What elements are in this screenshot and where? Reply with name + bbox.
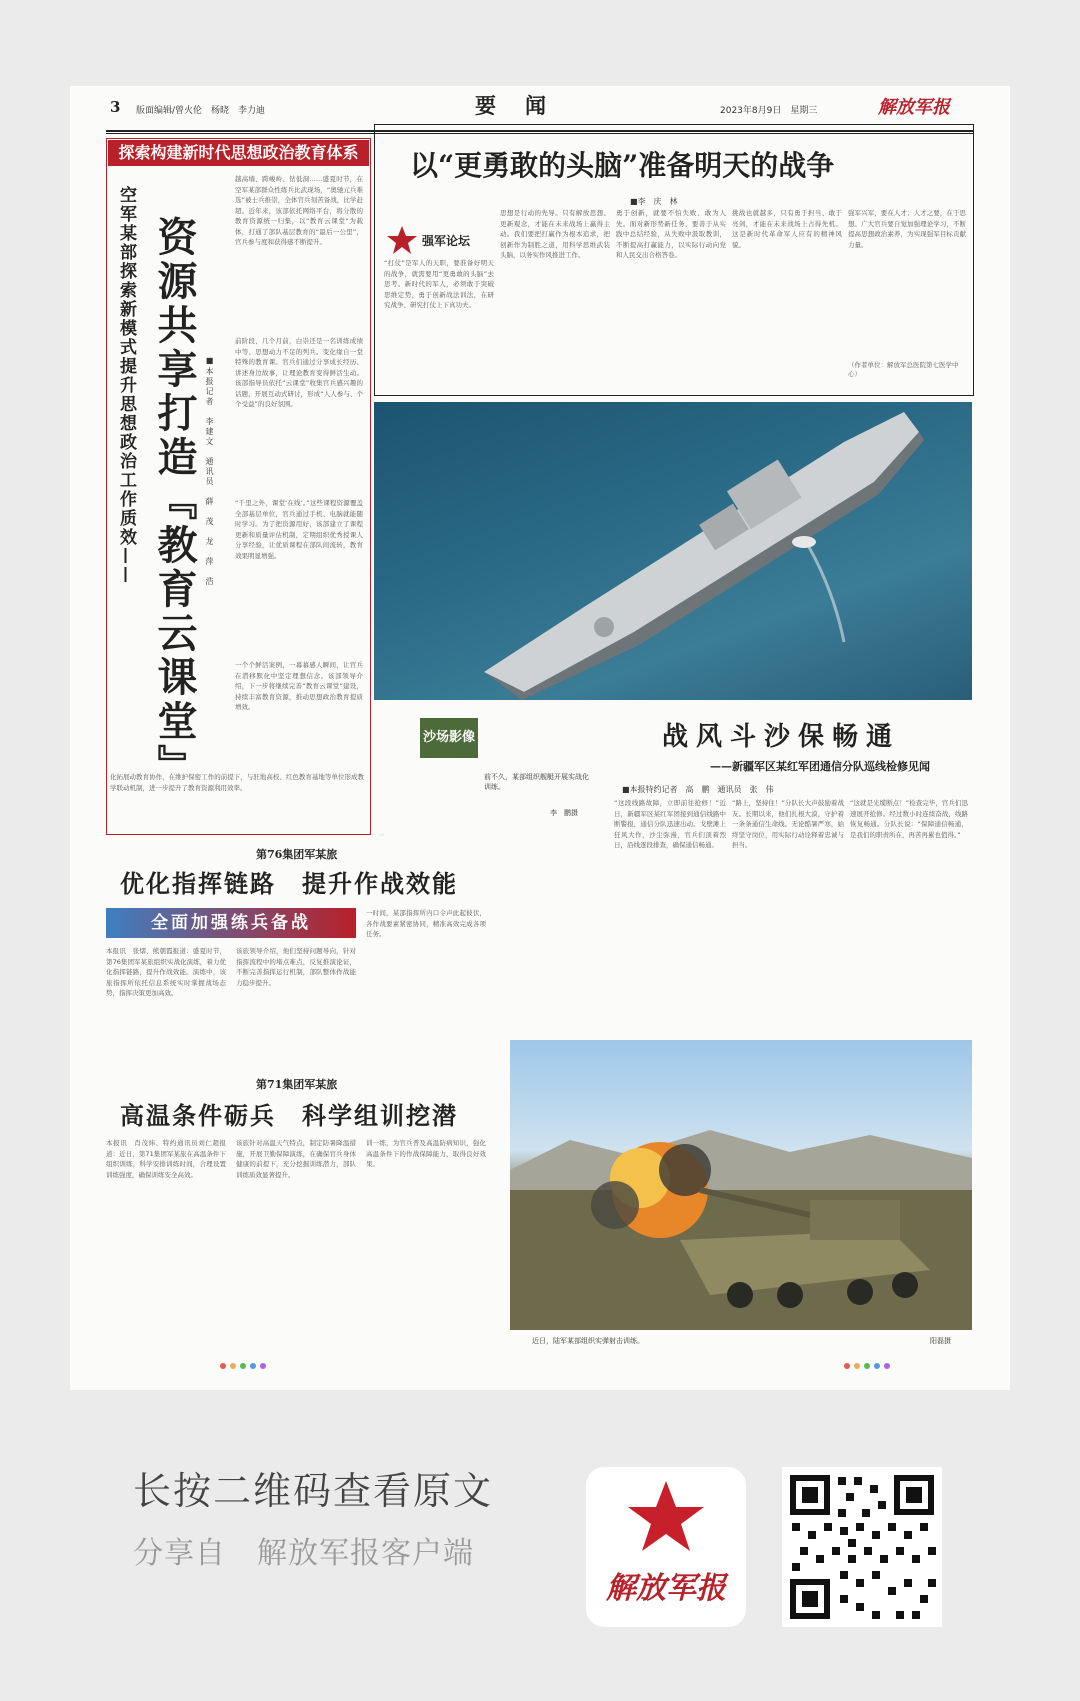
- story3-para-2: “路上，坚持住！”分队长大声鼓励着战友。长期以来，他们扎根大漠，守护着一条条通信生命线。无论酷暑严寒，始终坚守岗位，用实际行动诠释着忠诚与担当。: [732, 799, 844, 849]
- story3-title: 战风斗沙保畅通: [662, 722, 901, 752]
- photo1-credit: 李 鹏摄: [550, 809, 578, 817]
- newspaper-page[interactable]: [70, 86, 1010, 1390]
- photo2-caption: 近日，陆军某部组织实弹射击训练。: [532, 1337, 644, 1345]
- story1-para-2: 前阶段，几个月前，白崇还是一名训练成绩中等、思想动力不足的列兵。变化缘自一堂特殊的教育课。官兵们通过分享成长经历、讲述身边故事，让理论教育变得鲜活生动。该部指导员依托“云课堂”收集官兵感兴趣的话题，开展互动式研讨，形成“人人参与、个个受益”的良好氛围。: [235, 337, 363, 408]
- story4-para-3: 一时间，某部指挥所内口令声此起彼伏，各作战要素紧密协同，精准高效完成各项任务。: [366, 909, 486, 938]
- photo2-credit: 阳磊摄: [930, 1337, 951, 1345]
- footer-main-text: 长按二维码查看原文: [133, 1469, 494, 1513]
- story2-title: 以“更勇敢的头脑”准备明天的战争: [410, 149, 835, 182]
- story1-byline: ■本报记者 李建文 通讯员 薛 茂 龙 萍 浩: [205, 356, 214, 587]
- story3-para-1: “这段线路故障，立即前往抢修！”近日，新疆军区某红军团接到通信线路中断警报，通信分队迅速出动。戈壁滩上狂风大作，沙尘弥漫，官兵们顶着烈日，沿线逐段排查，确保通信畅通。: [614, 799, 726, 849]
- story1-subtitle: 空军某部探索新模式提升思想政治工作质效——: [116, 186, 136, 585]
- photo1-caption: 前不久，某部组织舰艇开展实战化训练。: [484, 773, 589, 791]
- story2-byline: ■李 庆 林: [630, 197, 678, 206]
- red-star-icon: [626, 1477, 706, 1557]
- story3-subtitle: ——新疆军区某红军团通信分队巡线检修见闻: [710, 760, 930, 773]
- story4-kicker: 第76集团军某旅: [256, 848, 338, 861]
- column-tag: 强军论坛: [422, 234, 471, 248]
- story2-para-1: “打仗”是军人的天职，要准备好明天的战争，就需要用“更勇敢的头脑”去思考。新时代的军人，必须敢于突破思维定势，勇于创新战法训法，在研究战争、研究打仗上下真功夫。: [384, 259, 494, 309]
- story5-title: 高温条件砺兵 科学组训挖潜: [120, 1101, 458, 1130]
- story2-author-note: （作者单位：解放军总医院第七医学中心）: [848, 361, 959, 378]
- story1-para-1: 越高墙、跨峻岭、钻低洞……盛夏时节，在空军某部群众性练兵比武现场，“奥驰元兵难选”被士兵推崇，全体官兵刻苦备战，比学赶超。近年来，该部依托网络平台，将分散的教育资源统一归集，以“教育云课堂”为载体，打通了部队基层教育的“最后一公里”，官兵参与度和获得感不断提升。: [235, 175, 363, 246]
- story2-para-4: 挑战也就越多，只有勇于担当、敢于亮剑，才能在未来战场上占得先机。这是新时代革命军人应有的精神风貌。: [732, 209, 842, 249]
- story5-para-1: 本报讯 肖茂炜、特约通讯员刘仁超报道：近日，第71集团军某旅在高温条件下组织训练，科学安排训练时间，合理设置训练强度，确保训练安全高效。: [106, 1139, 226, 1179]
- share-footer: [0, 1420, 1080, 1701]
- masthead-logo: 解放军报: [878, 97, 950, 118]
- story5-para-2: 该旅针对高温天气特点，制定防暑降温措施，开展卫勤保障演练，在确保官兵身体健康的前提下，充分挖掘训练潜力，部队训练质效显著提升。: [236, 1139, 356, 1179]
- story4-para-2: 该旅领导介绍，他们坚持问题导向，针对指挥流程中的堵点难点，反复推演论证，不断完善指挥运行机制，部队整体作战能力稳步提升。: [236, 947, 356, 987]
- training-banner: 全面加强练兵备战: [106, 908, 356, 938]
- story1-para-3: “千里之外，课堂‘在线’。”这些课程资源覆盖全部基层单位，官兵通过手机、电脑就能随时学习。为了把资源用好，该部建立了课程更新和质量评估机制，定期组织优秀授课人分享经验，让优质课程在部队间流转，教育效果明显增强。: [235, 499, 363, 560]
- story5-kicker: 第71集团军某旅: [256, 1078, 338, 1091]
- story5-para-3: 训一练，为官兵普及高温防病知识，强化高温条件下的作战保障能力，取得良好效果。: [366, 1139, 486, 1168]
- star-emblem-icon: [386, 224, 418, 256]
- story2-para-3: 勇于创新，就要不怕失败、敢为人先。面对新形势新任务，要善于从实践中总结经验，从失败中汲取教训，不断提高打赢能力，以实际行动向党和人民交出合格答卷。: [616, 209, 726, 259]
- page-number: 3: [110, 98, 121, 116]
- warship-photo: [374, 402, 972, 700]
- section-title: 要 闻: [475, 93, 550, 118]
- app-logo-text: 解放军报: [606, 1571, 726, 1606]
- story1-para-bottom: 化拓展动教育协作，在维护保密工作的前提下，与驻地高校、红色教育基地等单位形成教学联动机制，进一步提升了教育资源利用效率。: [110, 773, 364, 792]
- story3-byline: ■本报特约记者 高 鹏 通讯员 张 伟: [622, 785, 774, 794]
- story4-title: 优化指挥链路 提升作战效能: [120, 869, 458, 898]
- editors-line: 版面编辑/曾火伦 杨晓 李力迪: [136, 106, 266, 116]
- battlefield-image-badge: 沙场影像: [420, 718, 478, 758]
- qr-code[interactable]: [782, 1467, 942, 1627]
- story2-para-2: 思想是行动的先导。只有解放思想、更新观念，才能在未来战场上赢得主动。我们要把打赢作为根本追求，把创新作为制胜之道，用科学思维武装头脑，以务实作风推进工作。: [500, 209, 610, 259]
- story-end-dots-2: [844, 1354, 894, 1373]
- story1-para-4: 一个个鲜活案例，一幕幕感人瞬间，让官兵在潜移默化中坚定理想信念。该部领导介绍，下一步将继续完善“教育云课堂”建设，持续丰富教育资源，推动思想政治教育提质增效。: [235, 661, 363, 711]
- story1-title: 资源共享打造『教育云课堂』: [151, 216, 198, 788]
- footer-sub-text: 分享自 解放军报客户端: [133, 1536, 474, 1571]
- story2-para-5: 强军兴军，要在人才；人才之要，在于思想。广大官兵要自觉加强理论学习，不断提高思想政治素养，为实现强军目标贡献力量。: [848, 209, 966, 249]
- issue-date: 2023年8月9日 星期三: [720, 106, 818, 116]
- app-logo[interactable]: [586, 1467, 746, 1627]
- story-end-dots: [220, 1354, 270, 1373]
- artillery-photo: [510, 1040, 972, 1330]
- story4-para-1: 本报讯 张熠、熊朝霞报道：盛夏时节，第76集团军某旅组织实战化演练，着力优化指挥链路，提升作战效能。演练中，该旅指挥所依托信息系统实时掌握战场态势，指挥决策更加高效。: [106, 947, 226, 997]
- story1-banner: 探索构建新时代思想政治教育体系: [108, 140, 369, 166]
- story3-para-3: “这就是光缆断点！”检查完毕，官兵们迅速展开抢修。经过数小时连续奋战，线路恢复畅通。分队长说：“保障通信畅通，是我们的职责所在，再苦再累也值得。”: [850, 799, 968, 839]
